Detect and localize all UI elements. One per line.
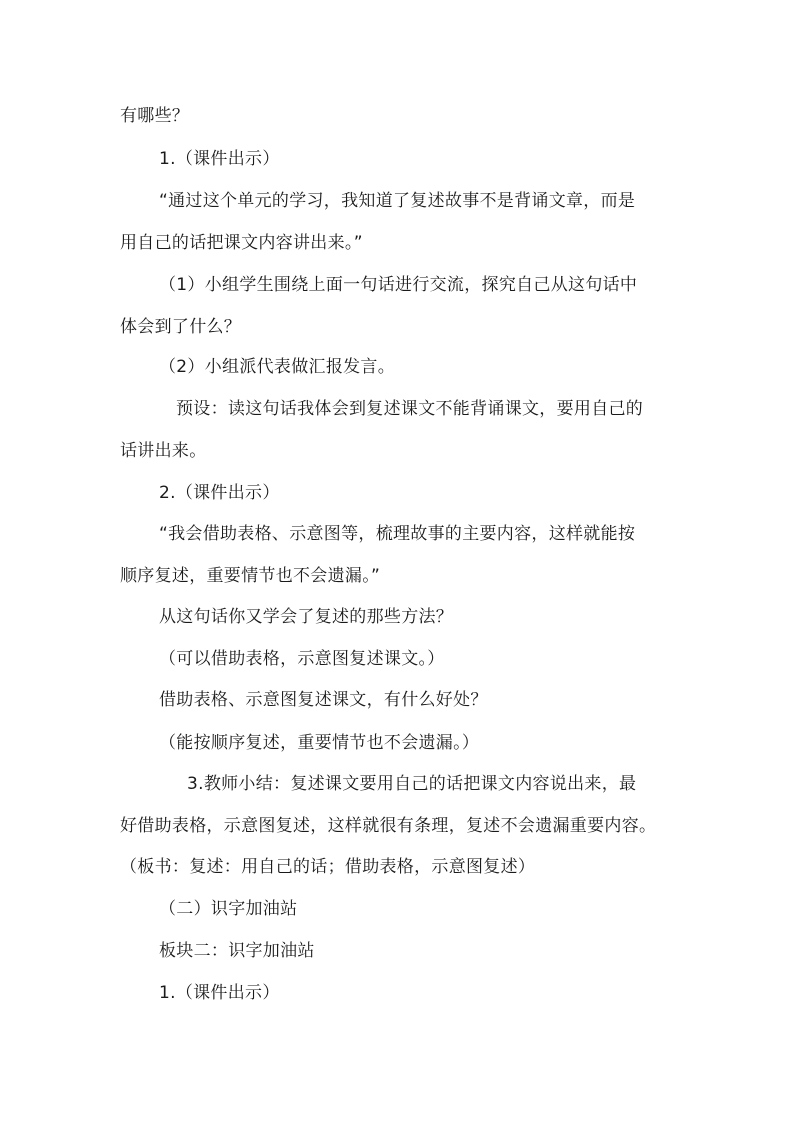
text-line: （能按顺序复述，重要情节也不会遗漏。）	[159, 733, 480, 753]
text-line: 2.（课件出示）	[159, 483, 280, 503]
text-line: （2）小组派代表做汇报发言。	[159, 357, 396, 377]
text-line: （可以借助表格，示意图复述课文。）	[159, 649, 445, 669]
text-line: 借助表格、示意图复述课文，有什么好处？	[159, 690, 488, 710]
text-line: 用自己的话把课文内容讲出来。”	[120, 233, 363, 253]
text-line: 1.（课件出示）	[159, 149, 280, 169]
text-line: 板块二：识字加油站	[159, 941, 315, 961]
text-line: （二）识字加油站	[159, 899, 298, 919]
text-line: 话讲出来。	[120, 441, 207, 461]
text-line: 体会到了什么？	[120, 317, 242, 337]
text-line: “我会借助表格、示意图等，梳理故事的主要内容，这样就能按	[159, 524, 636, 544]
text-line: （1）小组学生围绕上面一句话进行交流，探究自己从这句话中	[159, 275, 638, 295]
text-line: （板书：复述：用自己的话；借助表格，示意图复述）	[120, 857, 536, 877]
text-line: 3.教师小结：复述课文要用自己的话把课文内容说出来，最	[187, 774, 637, 794]
text-line: 顺序复述，重要情节也不会遗漏。”	[120, 566, 381, 586]
text-line: 好借助表格，示意图复述，这样就很有条理，复述不会遗漏重要内容。	[120, 816, 657, 836]
text-line: 从这句话你又学会了复述的那些方法？	[159, 607, 454, 627]
text-line: 有哪些？	[120, 106, 190, 126]
text-line: 1.（课件出示）	[159, 983, 280, 1003]
text-line: “通过这个单元的学习，我知道了复述故事不是背诵文章，而是	[159, 191, 636, 211]
text-line: 预设：读这句话我体会到复述课文不能背诵课文，要用自己的	[176, 399, 644, 419]
